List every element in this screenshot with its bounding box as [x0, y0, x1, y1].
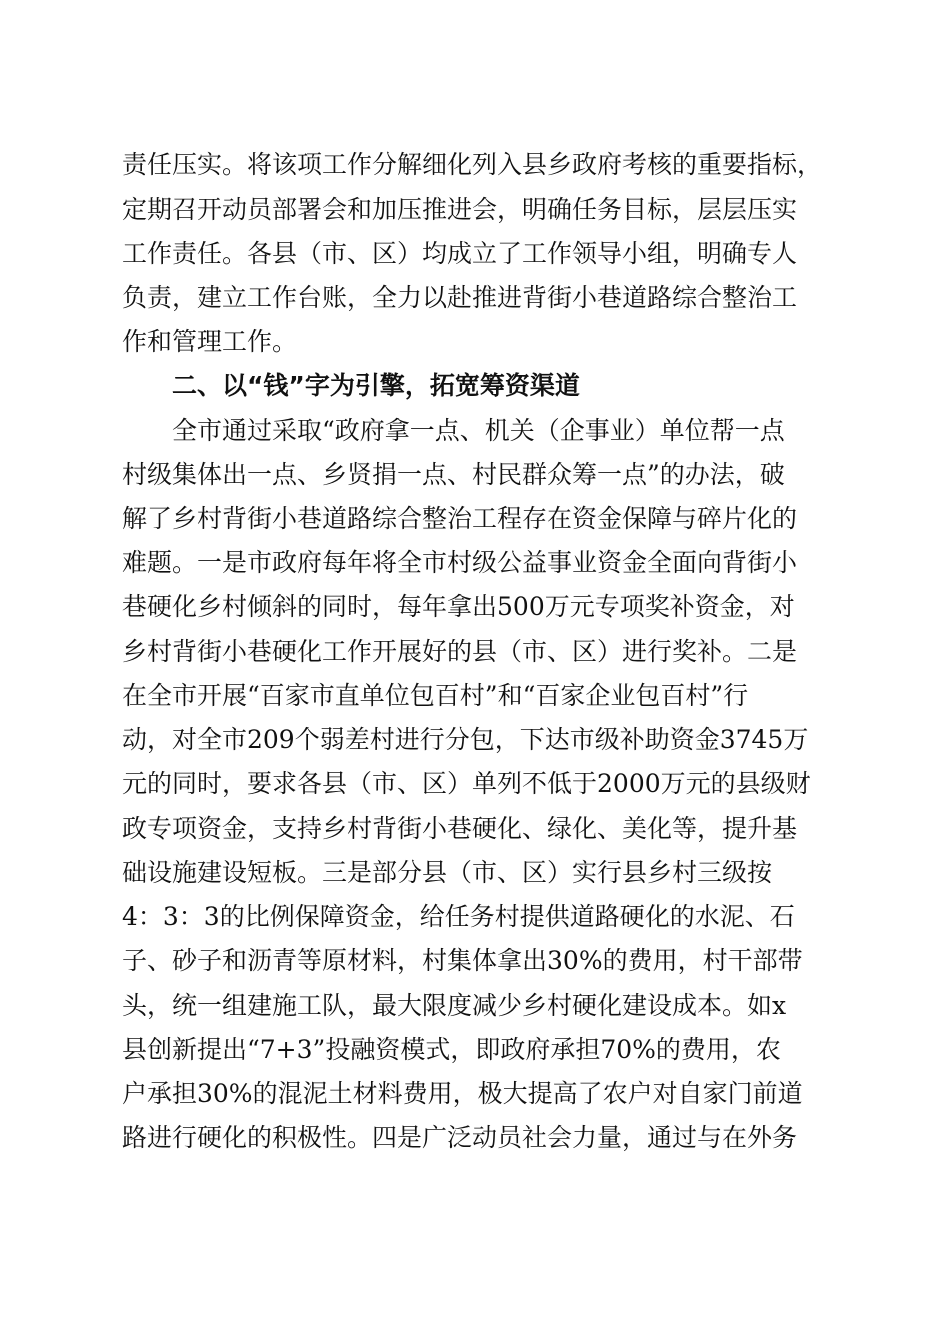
paragraph-line-1: 责任压实。将该项工作分解细化列入县乡政府考核的重要指标，	[122, 150, 823, 179]
section-heading: 二、以“钱”字为引擎，拓宽筹资渠道	[172, 371, 580, 400]
paragraph-line-2: 定期召开动员部署会和加压推进会，明确任务目标，层层压实	[122, 195, 798, 224]
paragraph-line-21: 县创新提出“7+3”投融资模式，即政府承担70%的费用，农	[122, 1035, 781, 1064]
paragraph-line-19: 子、砂子和沥青等原材料，村集体拿出30%的费用，村干部带	[122, 946, 803, 975]
paragraph-line-18: 4：3：3的比例保障资金，给任务村提供道路硬化的水泥、石	[122, 902, 795, 931]
paragraph-line-11: 巷硬化乡村倾斜的同时，每年拿出500万元专项奖补资金，对	[122, 592, 795, 621]
paragraph-line-15: 元的同时，要求各县（市、区）单列不低于2000万元的县级财	[122, 769, 811, 798]
paragraph-line-13: 在全市开展“百家市直单位包百村”和“百家企业包百村”行	[122, 681, 749, 710]
paragraph-line-16: 政专项资金，支持乡村背街小巷硬化、绿化、美化等，提升基	[122, 814, 798, 843]
paragraph-line-23: 路进行硬化的积极性。四是广泛动员社会力量，通过与在外务	[122, 1123, 798, 1152]
paragraph-line-9: 解了乡村背街小巷道路综合整治工程存在资金保障与碎片化的	[122, 504, 798, 533]
paragraph-line-7: 全市通过采取“政府拿一点、机关（企事业）单位帮一点	[172, 416, 785, 445]
paragraph-line-22: 户承担30%的混泥土材料费用，极大提高了农户对自家门前道	[122, 1079, 803, 1108]
paragraph-line-12: 乡村背街小巷硬化工作开展好的县（市、区）进行奖补。二是	[122, 637, 798, 666]
paragraph-line-17: 础设施建设短板。三是部分县（市、区）实行县乡村三级按	[122, 858, 773, 887]
paragraph-line-5: 作和管理工作。	[122, 327, 298, 356]
paragraph-line-8: 村级集体出一点、乡贤捐一点、村民群众筹一点”的办法，破	[122, 460, 785, 489]
paragraph-line-14: 动，对全市209个弱差村进行分包，下达市级补助资金3745万	[122, 725, 809, 754]
paragraph-line-3: 工作责任。各县（市、区）均成立了工作领导小组，明确专人	[122, 239, 798, 268]
paragraph-line-10: 难题。一是市政府每年将全市村级公益事业资金全面向背街小	[122, 548, 798, 577]
paragraph-line-4: 负责，建立工作台账，全力以赴推进背街小巷道路综合整治工	[122, 283, 798, 312]
paragraph-line-20: 头，统一组建施工队，最大限度减少乡村硬化建设成本。如x	[122, 991, 787, 1020]
